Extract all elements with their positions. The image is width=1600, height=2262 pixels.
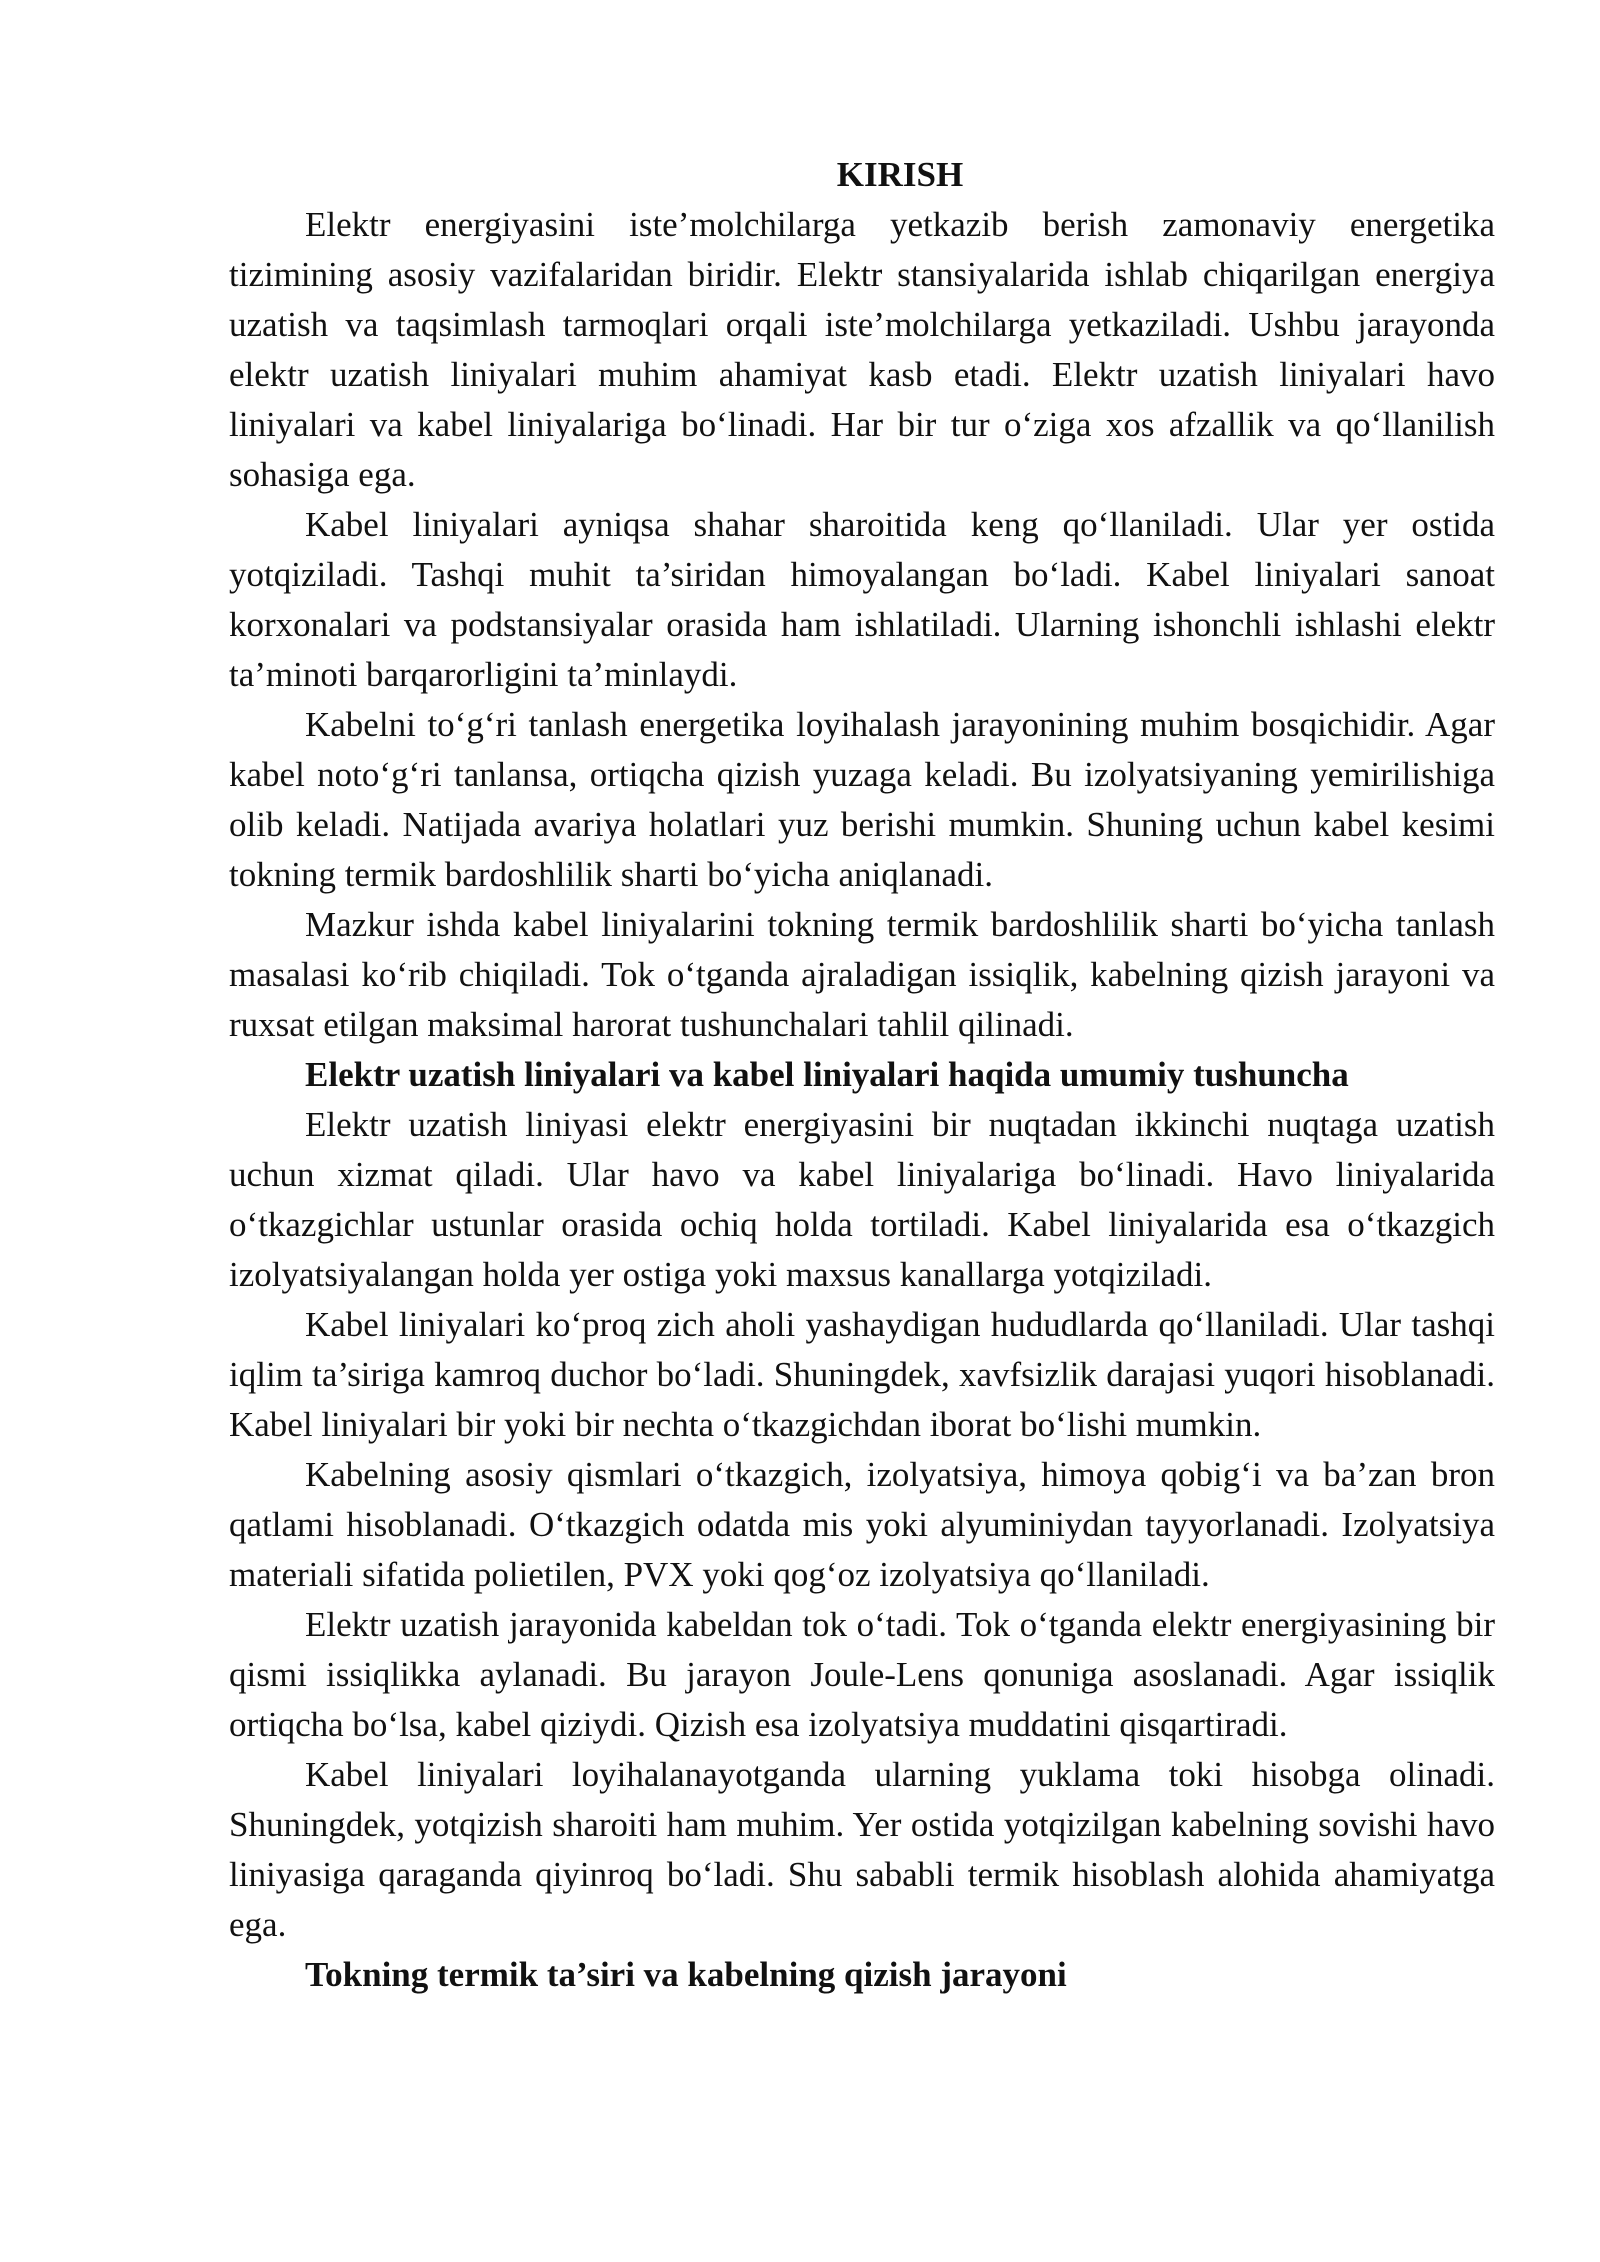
paragraph: Kabel liniyalari ko‘proq zich aholi yashaydigan hududlarda qo‘llaniladi. Ular tashqi iqlim ta’siriga kamroq duchor bo‘ladi. Shuningdek, xavfsizlik darajasi yuqori hisoblanadi. Kabel liniyalari bir yoki bir nechta o‘tkazgichdan iborat bo‘lishi mumkin. [229,1305,1495,1444]
page-title: KIRISH [836,155,964,194]
paragraph: Kabel liniyalari ayniqsa shahar sharoitida keng qo‘llaniladi. Ular yer ostida yotqiziladi. Tashqi muhit ta’siridan himoyalangan bo‘ladi. Kabel liniyalari sanoat korxonalari va podstansiyalar orasida ham ishlatiladi. Ularning ishonchli ishlashi elektr ta’minoti barqarorligini ta’minlaydi. [229,505,1495,694]
section-heading: Elektr uzatish liniyalari va kabel liniyalari haqida umumiy tushuncha [305,1055,1349,1094]
paragraph: Elektr uzatish jarayonida kabeldan tok o‘tadi. Tok o‘tganda elektr energiyasining bir qismi issiqlikka aylanadi. Bu jarayon Joule-Lens qonuniga asoslanadi. Agar issiqlik ortiqcha bo‘lsa, kabel qiziydi. Qizish esa izolyatsiya muddatini qisqartiradi. [229,1605,1495,1744]
paragraph: Kabelni to‘g‘ri tanlash energetika loyihalash jarayonining muhim bosqichidir. Agar kabel noto‘g‘ri tanlansa, ortiqcha qizish yuzaga keladi. Bu izolyatsiyaning yemirilishiga olib keladi. Natijada avariya holatlari yuz berishi mumkin. Shuning uchun kabel kesimi tokning termik bardoshlilik sharti bo‘yicha aniqlanadi. [229,705,1495,894]
section-heading: Tokning termik ta’siri va kabelning qizish jarayoni [305,1955,1067,1994]
paragraph: Elektr uzatish liniyasi elektr energiyasini bir nuqtadan ikkinchi nuqtaga uzatish uchun xizmat qiladi. Ular havo va kabel liniyalariga bo‘linadi. Havo liniyalarida o‘tkazgichlar ustunlar orasida ochiq holda tortiladi. Kabel liniyalarida esa o‘tkazgich izolyatsiyalangan holda yer ostiga yoki maxsus kanallarga yotqiziladi. [229,1105,1495,1294]
document-page [229,150,1495,2000]
paragraph: Kabel liniyalari loyihalanayotganda ularning yuklama toki hisobga olinadi. Shuningdek, yotqizish sharoiti ham muhim. Yer ostida yotqizilgan kabelning sovishi havo liniyasiga qaraganda qiyinroq bo‘ladi. Shu sababli termik hisoblash alohida ahamiyatga ega. [229,1755,1495,1944]
paragraph: Kabelning asosiy qismlari o‘tkazgich, izolyatsiya, himoya qobig‘i va ba’zan bron qatlami hisoblanadi. O‘tkazgich odatda mis yoki alyuminiydan tayyorlanadi. Izolyatsiya materiali sifatida polietilen, PVX yoki qog‘oz izolyatsiya qo‘llaniladi. [229,1455,1495,1594]
paragraph: Mazkur ishda kabel liniyalarini tokning termik bardoshlilik sharti bo‘yicha tanlash masalasi ko‘rib chiqiladi. Tok o‘tganda ajraladigan issiqlik, kabelning qizish jarayoni va ruxsat etilgan maksimal harorat tushunchalari tahlil qilinadi. [229,905,1495,1044]
paragraph: Elektr energiyasini iste’molchilarga yetkazib berish zamonaviy energetika tizimining asosiy vazifalaridan biridir. Elektr stansiyalarida ishlab chiqarilgan energiya uzatish va taqsimlash tarmoqlari orqali iste’molchilarga yetkaziladi. Ushbu jarayonda elektr uzatish liniyalari muhim ahamiyat kasb etadi. Elektr uzatish liniyalari havo liniyalari va kabel liniyalariga bo‘linadi. Har bir tur o‘ziga xos afzallik va qo‘llanilish sohasiga ega. [229,205,1495,494]
